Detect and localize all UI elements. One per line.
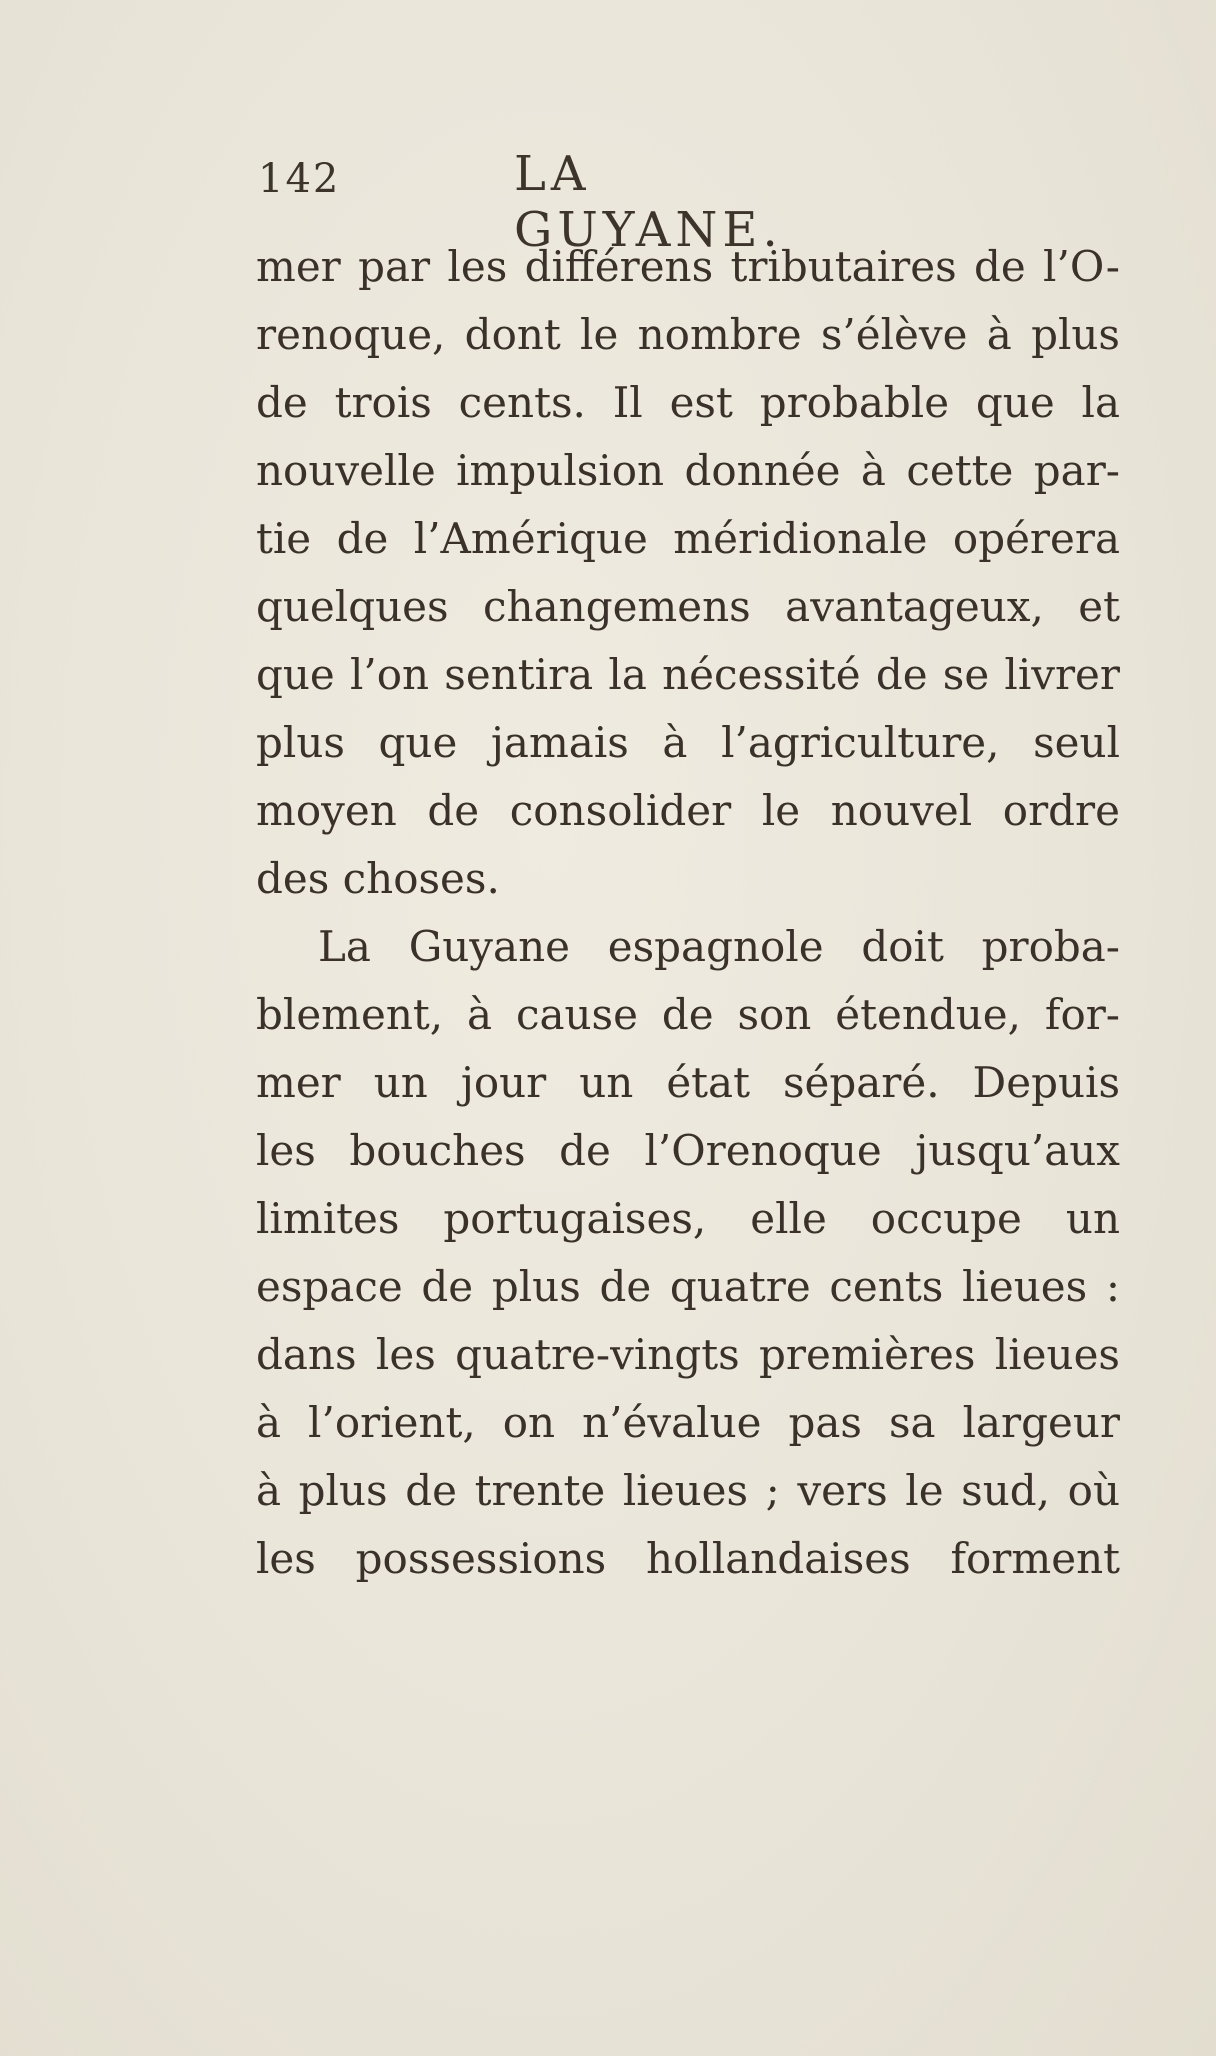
text-line: blement, à cause de son étendue, for- [256,990,1120,1039]
text-line: que l’on sentira la nécessité de se livrer [256,650,1120,699]
text-line: nouvelle impulsion donnée à cette par- [256,446,1120,495]
page-number: 142 [258,156,341,202]
text-line: tie de l’Amérique méridionale opérera [256,514,1120,563]
text-line: dans les quatre-vingts premières lieues [256,1330,1120,1379]
text-line: mer par les différens tributaires de l’O- [256,242,1120,291]
text-line: les bouches de l’Orenoque jusqu’aux [256,1126,1120,1175]
body-text [256,233,1120,1593]
text-line: de trois cents. Il est probable que la [256,378,1120,427]
text-line: quelques changemens avantageux, et [256,582,1120,631]
text-line: espace de plus de quatre cents lieues : [256,1262,1120,1311]
text-line: moyen de consolider le nouvel ordre [256,786,1120,835]
text-line: à plus de trente lieues ; vers le sud, où [256,1466,1120,1515]
text-line: à l’orient, on n’évalue pas sa largeur [256,1398,1120,1447]
text-line: mer un jour un état séparé. Depuis [256,1058,1120,1107]
text-line: limites portugaises, elle occupe un [256,1194,1120,1243]
text-line: les possessions hollandaises forment [256,1534,1120,1583]
text-line: des choses. [256,854,500,903]
running-title: LA GUYANE. [514,146,783,258]
page-header [258,146,858,258]
paragraph-first-line: La Guyane espagnole doit proba- [318,922,1120,971]
text-line: plus que jamais à l’agriculture, seul [256,718,1120,767]
text-line: renoque, dont le nombre s’élève à plus [256,310,1120,359]
